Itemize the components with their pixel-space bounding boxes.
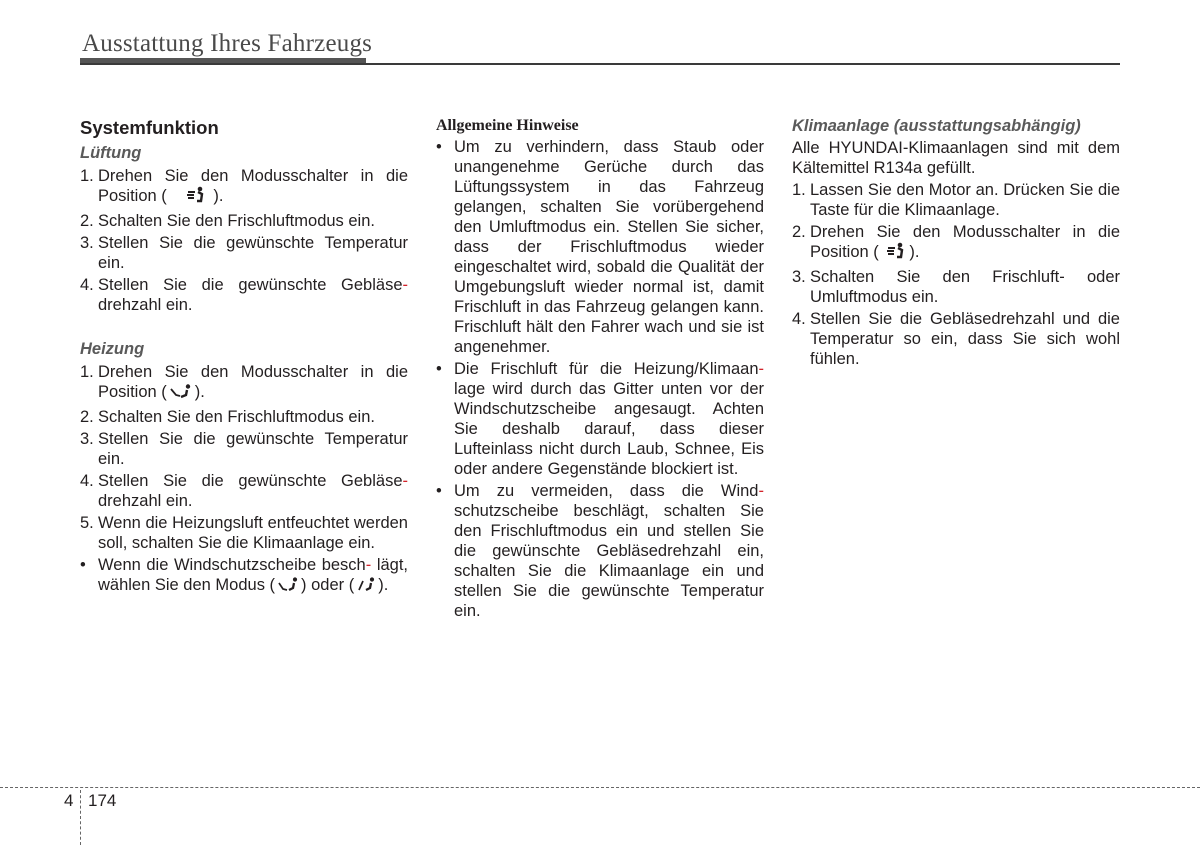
vent-mode-icon (885, 242, 907, 265)
list-item: 2. Schalten Sie den Frischluftmodus ein. (80, 408, 375, 426)
list-item: 5. Wenn die Heizungsluft entfeuchtet werden soll, schalten Sie die Klimaanlage ein. (80, 514, 408, 552)
subheading-lueftung: Lüftung (80, 144, 142, 162)
list-item: 1. Drehen Sie den Modusschalter in die Position ( ). (80, 362, 408, 405)
footer-rule (0, 787, 1200, 788)
floor-mode-icon (169, 384, 193, 405)
vent-mode-icon (185, 186, 207, 209)
header-title: Ausstattung Ihres Fahrzeugs (82, 30, 373, 57)
floor-defrost-mode-icon (277, 577, 299, 598)
list-item: 4. Stellen Sie die Gebläsedrehzahl und die Temperatur so ein, dass Sie sich wohl fühlen. (792, 310, 1120, 368)
footer-divider (80, 790, 81, 845)
page-number: 174 (88, 791, 117, 810)
list-item: 3. Stellen Sie die gewünschte Temperatur ein. (80, 234, 408, 272)
header-rule (80, 63, 1120, 65)
chapter-number: 4 (64, 791, 74, 810)
column-allgemeine-hinweise (436, 116, 764, 623)
list-item: 3. Stellen Sie die gewünschte Temperatur ein. (80, 430, 408, 468)
section-heading: Systemfunktion (80, 117, 219, 138)
list-item: 3. Schalten Sie den Frischluft- oder Umluftmodus ein. (792, 268, 1120, 306)
section-heading: Allgemeine Hinweise (436, 117, 579, 134)
list-item: 2. Schalten Sie den Frischluftmodus ein. (80, 212, 375, 230)
list-item: 4. Stellen Sie die gewünschte Gebläse- drehzahl ein. (80, 276, 408, 314)
bullet-item: • Die Frischluft für die Heizung/Klimaan- lage wird durch das Gitter unten vor der Windschutzscheibe angesaugt. Achten Sie deshalb darauf, dass dieser Lufteinlass nicht durch Laub, Schnee, Eis oder andere Gegenstände blockiert ist. (436, 360, 764, 478)
section-heading: Klimaanlage (ausstattungsabhängig) (792, 117, 1081, 135)
intro-text: Alle HYUNDAI-Klimaanlagen sind mit dem Kältemittel R134a gefüllt. (792, 139, 1120, 177)
list-item: 1. Lassen Sie den Motor an. Drücken Sie die Taste für die Klimaanlage. (792, 181, 1120, 219)
column-systemfunktion (80, 116, 408, 600)
bullet-item: • Um zu verhindern, dass Staub oder unangenehme Gerüche durch das Lüftungssystem in das Fahrzeug gelangen, schalten Sie vorübergehend den Umluftmodus ein. Stellen Sie sicher, dass der Frischluftmodus wieder eingeschaltet wird, sobald die Qualität der Umgebungsluft wieder normal ist, damit Frischluft in das Fahrzeug gelangen kann. Frischluft hält den Fahrer wach und sie ist angenehmer. (436, 138, 764, 356)
bullet-item: • Um zu vermeiden, dass die Wind- schutzscheibe beschlägt, schalten Sie den Frischluftmodus ein und stellen Sie die gewünschte Gebläsedrehzahl ein, schalten Sie die Klimaanlage ein und stellen Sie die gewünschte Temperatur ein. (436, 482, 764, 620)
subheading-heizung: Heizung (80, 340, 145, 358)
bullet-item: • Wenn die Windschutzscheibe besch- lägt, wählen Sie den Modus ( ) oder ( ). (80, 555, 408, 598)
list-item: 4. Stellen Sie die gewünschte Gebläse- drehzahl ein. (80, 472, 408, 510)
list-item: 2. Drehen Sie den Modusschalter in die Position ( ). (792, 222, 1120, 265)
list-item: 1. Drehen Sie den Modusschalter in die Position ( ). (80, 166, 408, 209)
column-klimaanlage (792, 116, 1120, 371)
defrost-mode-icon (356, 577, 376, 598)
